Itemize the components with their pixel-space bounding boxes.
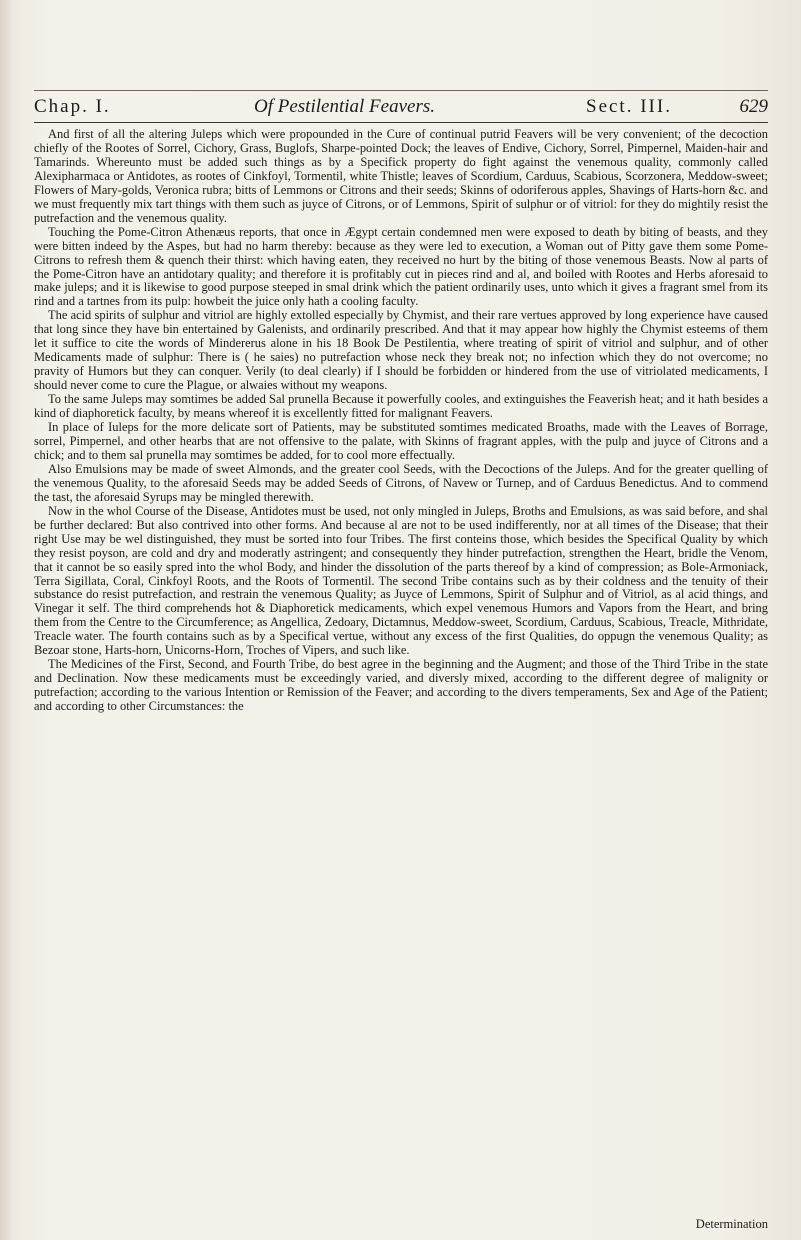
paragraph: Now in the whol Course of the Disease, Antidotes must be used, not only mingled in Juleps, Broths and Emulsions, as was said before, and shal be further declared: But also contrived into other forms. And because al are not to be used indifferently, nor at all times of the Disease; that their right Use may be wel distinguished, they must be sorted into four Tribes. The first conteins those, which besides the Specifical Quality by which they resist poyson, are cold and dry and moderatly astringent; and consequently they hinder putrefaction, strengthen the Heart, bridle the Venom, that it cannot be so easily spred into the whol Body, and hinder the dissolution of the parts thereof by a kind of compression; as Bole-Armoniack, Terra Sigillata, Coral, Cinkfoyl Roots, and the Roots of Tormentil. The second Tribe contains such as by their coldness and the tenuity of their substance do resist putrefaction, and restrain the venemous Quality; as Juyce of Lemmons, Spirit of Sulphur and of Vitriol, as al acid things, and Vinegar it self. The third comprehends hot & Diaphoretick medicaments, which expel venemous Humors and Vapors from the Heart, and bring them from the Centre to the Circumference; as Angellica, Zedoary, Dictamnus, Meddow-sweet, Scordium, Carduus, Scabious, Treacle, Mithridate, Treacle water. The fourth contains such as by a Specifical vertue, without any excess of the first Qualities, do oppugn the venemous Quality; as Bezoar stone, Harts-horn, Unicorns-Horn, Troches of Vipers, and such like. <box>34 503 768 658</box>
body-text <box>34 128 768 1228</box>
chapter-label: Chap. I. <box>34 96 111 117</box>
running-header <box>34 96 768 120</box>
section-label: Sect. III. <box>586 96 672 117</box>
paragraph: Touching the Pome-Citron Athenæus reports, that once in Ægypt certain condemned men were exposed to death by biting of beasts, and they were bitten indeed by the Aspes, but had no harm thereby: because as they were led to execution, a Woman out of Pitty gave them some Pome-Citrons to refresh them & quench their thirst: which having eaten, they received no hurt by the biting of those venemous Beasts. Now al parts of the Pome-Citron have an antidotary quality; and therefore it is profitably cut in pieces rind and al, and boiled with Rootes and Herbs aforesaid to make juleps; and it is likewise to good purpose steeped in smal drink which the patient ordinarily uses, unto which it gives a fragrant smel from its rind and a tartnes from its pulp: howbeit the juice only hath a cooling faculty. <box>34 224 768 309</box>
paragraph: Also Emulsions may be made of sweet Almonds, and the greater cool Seeds, with the Decoctions of the Juleps. And for the greater quelling of the venemous Quality, to the aforesaid Seeds may be added Seeds of Citrons, of Navew or Turnep, and of Carduus Benedictus. And to commend the tast, the aforesaid Syrups may be mingled therewith. <box>34 461 768 504</box>
paragraph: The Medicines of the First, Second, and Fourth Tribe, do best agree in the beginning and the Augment; and those of the Third Tribe in the state and Declination. Now these medicaments must be exceedingly varied, and diversly mixed, according to the different degree of malignity or putrefaction; according to the various Intention or Remission of the Feaver; and according to the divers temperaments, Sex and Age of the Patient; and according to other Circumstances: the <box>34 657 768 714</box>
paragraph: And first of all the altering Juleps which were propounded in the Cure of continual putrid Feavers will be very convenient; of the decoction chiefly of the Rootes of Sorrel, Cichory, Grass, Buglofs, Sharpe-pointed Dock; the leaves of Endive, Cichory, Sorrel, Pimpernel, Maiden-hair and Tamarinds. Whereunto must be added such things as by a Specifick property do fight against the venemous quality, commonly called Alexipharmaca or Antidotes, as rootes of Cinkfoyl, Tormentil, white Thistle; leaves of Scordium, Carduus, Scabious, Scorzonera, Meddow-sweet; Flowers of Mary-golds, Veronica rubra; bitts of Lemmons or Citrons and their seeds; Skinns of odoriferous apples, Shavings of Harts-horn &c. and we must frequently mix tart things with them such as juyce of Citrons, or of Lemmons, Spirit of sulphur or of vitriol: for they do mightily resist the putrefaction and the venemous quality. <box>34 128 768 225</box>
paragraph: The acid spirits of sulphur and vitriol are highly extolled especially by Chymist, and their rare vertues approved by long experience have caused that long since they have bin entertained by Galenists, and ordinarily prescribed. And that it may appear how highly the Chymist esteems of them let it suffice to cite the words of Mindererus alone in his 18 Book De Pestilentia, where treating of spirit of vitriol and sulphur, and of other Medicaments made of sulphur: There is ( he saies) no putrefaction whose neck they break not; no infection which they do not overcome; no pravity of Humors but they can conquer. Verily (to deal clearly) if I should be forbidden or hindered from the use of vitriolated medicaments, I should never come to cure the Plague, or alwaies without my weapons. <box>34 308 768 393</box>
page-number: 629 <box>739 96 768 117</box>
header-top-rule <box>34 90 768 91</box>
binding-shadow <box>0 0 14 1240</box>
paragraph: To the same Juleps may somtimes be added Sal prunella Because it powerfully cooles, and extinguishes the Feaverish heat; and it hath besides a kind of diaphoretick faculty, by means whereof it is excellently fitted for malignant Feavers. <box>34 392 768 421</box>
paragraph: In place of Iuleps for the more delicate sort of Patients, may be substituted somtimes medicated Broaths, made with the Leaves of Borrage, sorrel, Pimpernel, and other hearbs that are not offensive to the palate, with Skinns of fragrant apples, with the pulp and juyce of Citrons and a chick; and to them sal prunella may somtimes be added, for to cool more effectually. <box>34 420 768 462</box>
running-title: Of Pestilential Feavers. <box>254 96 435 117</box>
catchword: Determination <box>695 1217 768 1231</box>
header-rule <box>34 122 768 123</box>
